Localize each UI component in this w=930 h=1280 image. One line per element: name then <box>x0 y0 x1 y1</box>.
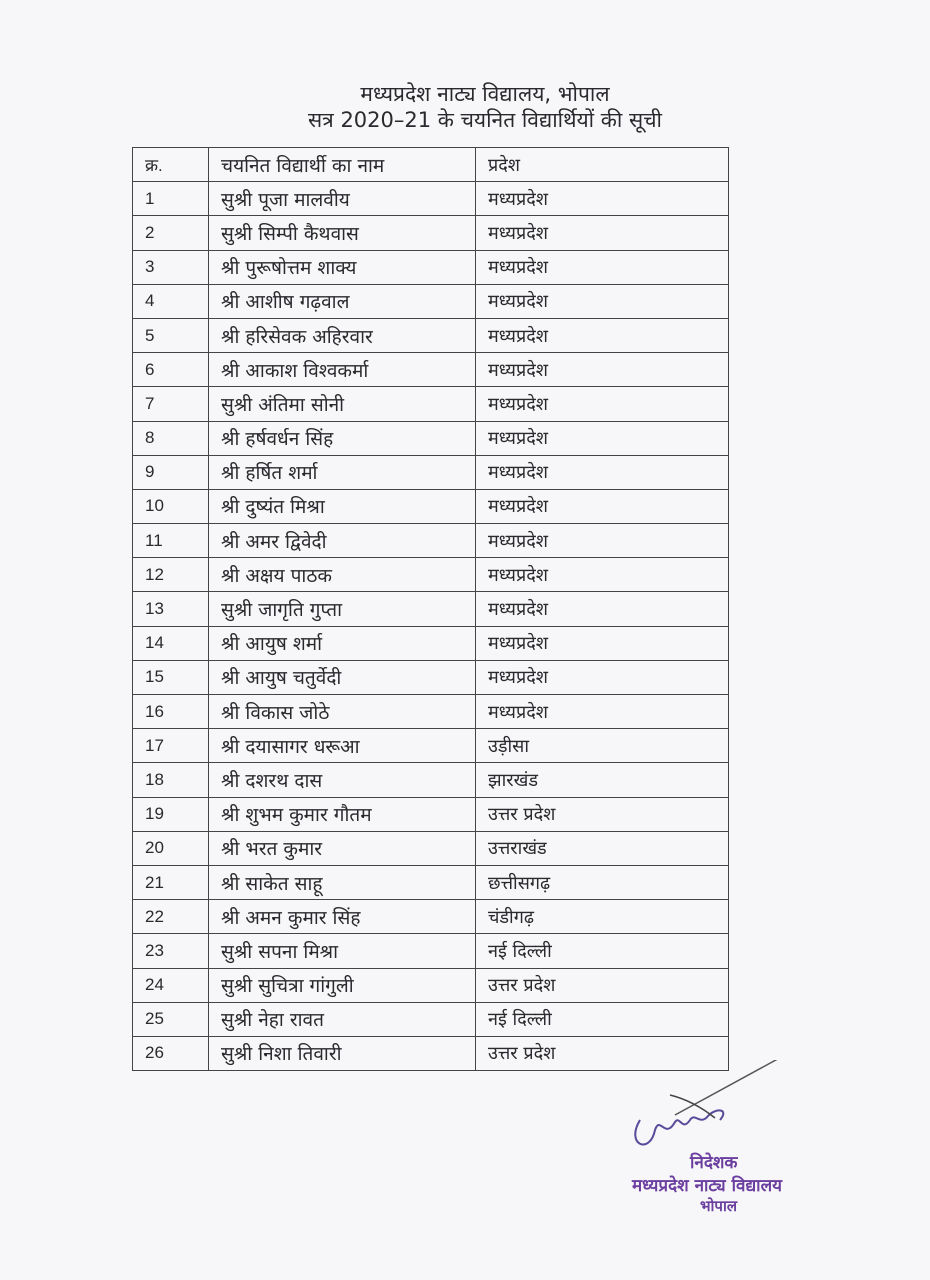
state-cell: मध्यप्रदेश <box>476 353 729 387</box>
signature <box>620 1060 820 1160</box>
serial-number-cell: 7 <box>133 387 209 421</box>
table-row <box>133 831 729 865</box>
table-row <box>133 900 729 934</box>
student-name-cell: श्री हर्षवर्धन सिंह <box>209 421 476 455</box>
serial-number-cell: 13 <box>133 592 209 626</box>
table-row <box>133 284 729 318</box>
serial-number-cell: 21 <box>133 865 209 899</box>
table-row <box>133 626 729 660</box>
stamp-designation: निदेशक <box>690 1153 738 1173</box>
state-cell: चंडीगढ़ <box>476 900 729 934</box>
student-name-cell: सुश्री जागृति गुप्ता <box>209 592 476 626</box>
state-cell: झारखंड <box>476 763 729 797</box>
table-row <box>133 1002 729 1036</box>
serial-number-cell: 6 <box>133 353 209 387</box>
table-row <box>133 387 729 421</box>
document-subtitle: सत्र 2020–21 के चयनित विद्यार्थियों की सूची <box>307 108 662 132</box>
serial-number-cell: 8 <box>133 421 209 455</box>
state-cell: मध्यप्रदेश <box>476 182 729 216</box>
state-cell: उत्तर प्रदेश <box>476 968 729 1002</box>
state-cell: मध्यप्रदेश <box>476 387 729 421</box>
serial-number-cell: 1 <box>133 182 209 216</box>
serial-number-cell: 20 <box>133 831 209 865</box>
serial-number-cell: 3 <box>133 250 209 284</box>
serial-number-cell: 5 <box>133 318 209 352</box>
table-row <box>133 592 729 626</box>
state-cell: मध्यप्रदेश <box>476 250 729 284</box>
student-name-cell: श्री दुष्यंत मिश्रा <box>209 489 476 523</box>
selected-students-table <box>132 147 729 1071</box>
student-name-cell: श्री आयुष शर्मा <box>209 626 476 660</box>
table-row <box>133 216 729 250</box>
student-name-cell: श्री आयुष चतुर्वेदी <box>209 660 476 694</box>
serial-number-cell: 9 <box>133 455 209 489</box>
student-name-cell: श्री साकेत साहू <box>209 865 476 899</box>
table-row <box>133 865 729 899</box>
stamp-city: भोपाल <box>700 1197 738 1215</box>
table-row <box>133 558 729 592</box>
table-row <box>133 353 729 387</box>
state-cell: नई दिल्ली <box>476 1002 729 1036</box>
state-cell: मध्यप्रदेश <box>476 421 729 455</box>
student-name-cell: सुश्री निशा तिवारी <box>209 1036 476 1070</box>
state-cell: मध्यप्रदेश <box>476 216 729 250</box>
student-name-cell: श्री आशीष गढ़वाल <box>209 284 476 318</box>
student-name-cell: सुश्री पूजा मालवीय <box>209 182 476 216</box>
serial-number-cell: 25 <box>133 1002 209 1036</box>
state-cell: नई दिल्ली <box>476 934 729 968</box>
state-cell: मध्यप्रदेश <box>476 284 729 318</box>
table-row <box>133 455 729 489</box>
column-header-state: प्रदेश <box>476 148 729 182</box>
serial-number-cell: 14 <box>133 626 209 660</box>
state-cell: उत्तर प्रदेश <box>476 797 729 831</box>
table-row <box>133 763 729 797</box>
table-row <box>133 524 729 558</box>
student-name-cell: श्री शुभम कुमार गौतम <box>209 797 476 831</box>
state-cell: उत्तर प्रदेश <box>476 1036 729 1070</box>
serial-number-cell: 24 <box>133 968 209 1002</box>
stamp-institution: मध्यप्रदेश नाट्य विद्यालय <box>632 1176 782 1196</box>
table-row <box>133 729 729 763</box>
table-row <box>133 968 729 1002</box>
student-name-cell: श्री पुरूषोत्तम शाक्य <box>209 250 476 284</box>
state-cell: उड़ीसा <box>476 729 729 763</box>
serial-number-cell: 23 <box>133 934 209 968</box>
table-row <box>133 489 729 523</box>
student-name-cell: श्री हरिसेवक अहिरवार <box>209 318 476 352</box>
table-row <box>133 660 729 694</box>
table-row <box>133 182 729 216</box>
state-cell: उत्तराखंड <box>476 831 729 865</box>
state-cell: मध्यप्रदेश <box>476 455 729 489</box>
serial-number-cell: 11 <box>133 524 209 558</box>
table-row <box>133 934 729 968</box>
state-cell: मध्यप्रदेश <box>476 626 729 660</box>
serial-number-cell: 26 <box>133 1036 209 1070</box>
student-name-cell: श्री हर्षित शर्मा <box>209 455 476 489</box>
student-name-cell: श्री दशरथ दास <box>209 763 476 797</box>
state-cell: मध्यप्रदेश <box>476 318 729 352</box>
serial-number-cell: 19 <box>133 797 209 831</box>
table-row <box>133 318 729 352</box>
table-row <box>133 421 729 455</box>
serial-number-cell: 4 <box>133 284 209 318</box>
student-name-cell: श्री आकाश विश्वकर्मा <box>209 353 476 387</box>
student-name-cell: सुश्री सुचित्रा गांगुली <box>209 968 476 1002</box>
student-name-cell: सुश्री सपना मिश्रा <box>209 934 476 968</box>
state-cell: मध्यप्रदेश <box>476 558 729 592</box>
student-name-cell: सुश्री अंतिमा सोनी <box>209 387 476 421</box>
serial-number-cell: 16 <box>133 695 209 729</box>
serial-number-cell: 12 <box>133 558 209 592</box>
serial-number-cell: 10 <box>133 489 209 523</box>
student-name-cell: श्री भरत कुमार <box>209 831 476 865</box>
table-row <box>133 797 729 831</box>
student-name-cell: श्री अमर द्विवेदी <box>209 524 476 558</box>
student-name-cell: श्री दयासागर धरूआ <box>209 729 476 763</box>
student-name-cell: सुश्री सिम्पी कैथवास <box>209 216 476 250</box>
state-cell: मध्यप्रदेश <box>476 660 729 694</box>
serial-number-cell: 18 <box>133 763 209 797</box>
serial-number-cell: 2 <box>133 216 209 250</box>
state-cell: मध्यप्रदेश <box>476 695 729 729</box>
table-row <box>133 695 729 729</box>
serial-number-cell: 22 <box>133 900 209 934</box>
state-cell: मध्यप्रदेश <box>476 489 729 523</box>
state-cell: मध्यप्रदेश <box>476 592 729 626</box>
state-cell: छत्तीसगढ़ <box>476 865 729 899</box>
student-name-cell: श्री अमन कुमार सिंह <box>209 900 476 934</box>
document-title: मध्यप्रदेश नाट्य विद्यालय, भोपाल <box>360 82 610 106</box>
serial-number-cell: 15 <box>133 660 209 694</box>
student-name-cell: श्री अक्षय पाठक <box>209 558 476 592</box>
column-header-name: चयनित विद्यार्थी का नाम <box>209 148 476 182</box>
student-name-cell: श्री विकास जोठे <box>209 695 476 729</box>
state-cell: मध्यप्रदेश <box>476 524 729 558</box>
student-name-cell: सुश्री नेहा रावत <box>209 1002 476 1036</box>
column-header-serial: क्र. <box>133 148 209 182</box>
table-header-row <box>133 148 729 182</box>
serial-number-cell: 17 <box>133 729 209 763</box>
table-row <box>133 250 729 284</box>
